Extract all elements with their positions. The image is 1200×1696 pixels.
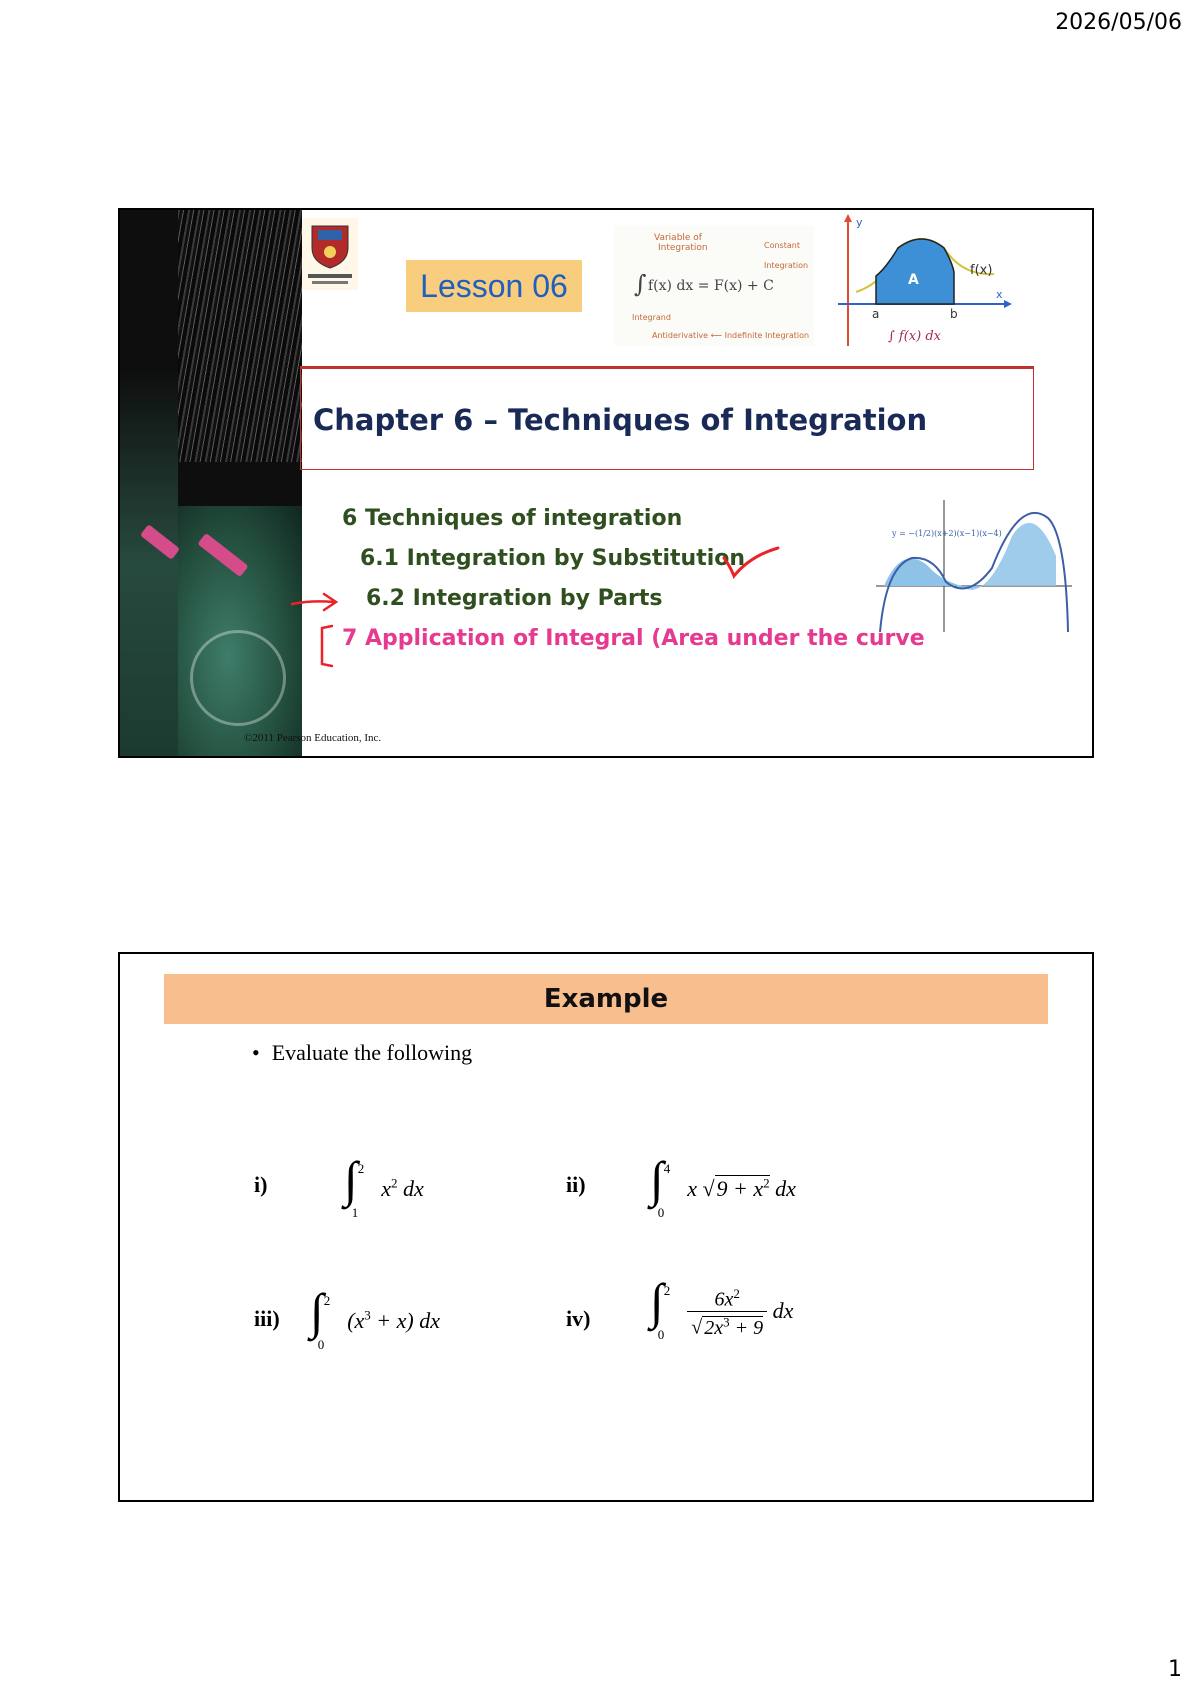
decorative-chalkboard-image bbox=[120, 210, 302, 756]
integral-anatomy-illustration bbox=[614, 226, 814, 346]
svg-text:Integrand: Integrand bbox=[632, 313, 671, 322]
bracket-annotation-icon bbox=[316, 622, 336, 670]
arrow-annotation-icon bbox=[288, 590, 342, 612]
chapter-title-box bbox=[300, 366, 1034, 470]
bullet-text: Evaluate the following bbox=[271, 1040, 473, 1065]
svg-text:Integration: Integration bbox=[658, 243, 708, 253]
svg-text:Antiderivative ⟵ Indefinite In: Antiderivative ⟵ Indefinite Integration bbox=[652, 331, 810, 340]
integral-expression-ii: ∫ 4 0 x $√9 + x^2$ dx bbox=[650, 1151, 796, 1220]
slide-example bbox=[118, 952, 1094, 1502]
svg-text:f(x): f(x) bbox=[970, 263, 993, 278]
topic-integration-by-substitution: 6.1 Integration by Substitution bbox=[360, 546, 746, 571]
page-number: 1 bbox=[1168, 1657, 1182, 1682]
item-label-ii: ii) bbox=[566, 1172, 586, 1197]
svg-text:y = −(1/2)(x+2)(x−1)(x−4): y = −(1/2)(x+2)(x−1)(x−4) bbox=[892, 529, 1002, 538]
item-label-iv: iv) bbox=[566, 1306, 591, 1331]
svg-text:A: A bbox=[908, 272, 919, 288]
topic-application-of-integral: 7 Application of Integral (Area under the curve bbox=[342, 626, 925, 651]
checkmark-annotation-icon bbox=[720, 546, 782, 580]
svg-text:x: x bbox=[996, 288, 1003, 301]
topic-techniques-of-integration: 6 Techniques of integration bbox=[342, 506, 683, 531]
university-logo bbox=[302, 218, 358, 290]
svg-text:b: b bbox=[950, 307, 958, 321]
item-label-i: i) bbox=[254, 1172, 268, 1197]
svg-text:Integration: Integration bbox=[764, 261, 809, 270]
bullet-dot-icon: • bbox=[252, 1040, 260, 1065]
svg-text:∫ f(x) dx: ∫ f(x) dx bbox=[888, 329, 941, 344]
svg-text:∫: ∫ bbox=[634, 270, 647, 298]
page-date: 2026/05/06 bbox=[1055, 10, 1182, 35]
bullet-item bbox=[252, 1040, 472, 1066]
polynomial-area-graph bbox=[872, 496, 1076, 636]
svg-text:f(x) dx = F(x) + C: f(x) dx = F(x) + C bbox=[648, 278, 774, 294]
example-heading: Example bbox=[164, 974, 1048, 1024]
item-label-iii: iii) bbox=[254, 1306, 280, 1331]
svg-text:y: y bbox=[856, 216, 863, 229]
svg-text:Constant: Constant bbox=[764, 241, 800, 250]
svg-text:a: a bbox=[872, 307, 880, 321]
chapter-title: Chapter 6 – Techniques of Integration bbox=[313, 403, 928, 437]
integral-expression-i: ∫ 2 1 $x^2$ dx bbox=[344, 1151, 424, 1220]
slide-title bbox=[118, 208, 1094, 758]
svg-text:Variable of: Variable of bbox=[654, 233, 702, 243]
topic-integration-by-parts: 6.2 Integration by Parts bbox=[366, 586, 663, 611]
integral-expression-iv: ∫ 2 0 $\frac{6x^2}{√ 2x^3 + 9}$ dx bbox=[650, 1273, 794, 1342]
copyright-notice: ©2011 Pearson Education, Inc. bbox=[244, 732, 382, 744]
area-under-curve-graph bbox=[836, 212, 1014, 352]
lesson-label: Lesson 06 bbox=[406, 260, 582, 312]
integral-expression-iii: ∫ 2 0 $(x^3 + x)$ dx bbox=[310, 1283, 440, 1352]
